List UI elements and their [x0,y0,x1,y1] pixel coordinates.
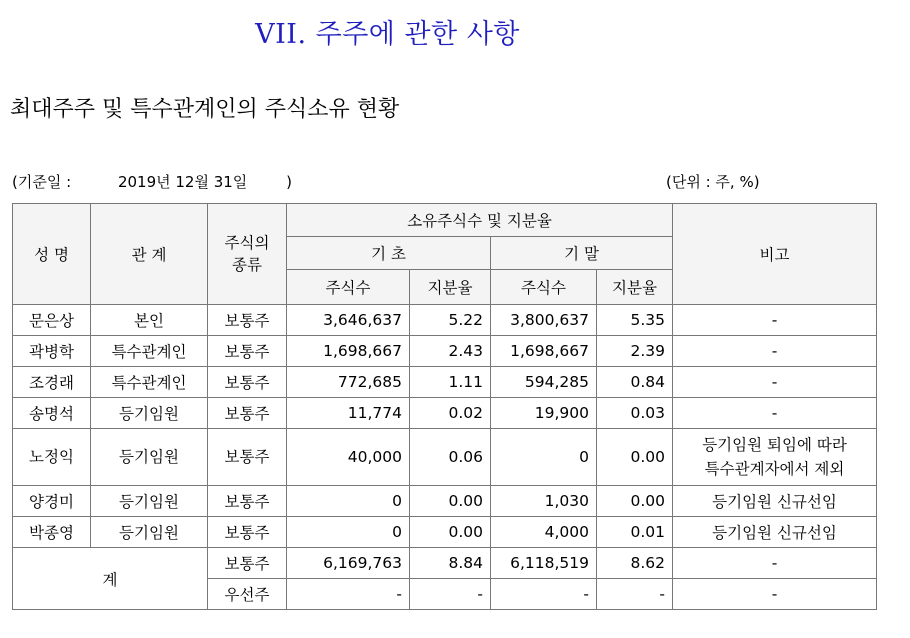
cell-begin-shares: 0 [287,517,410,548]
table-subtitle: 최대주주 및 특수관계인의 주식소유 현황 [10,97,400,122]
cell-begin-shares: 772,685 [287,367,410,398]
header-ownership: 소유주식수 및 지분율 [287,204,673,237]
note-line: 특수관계자에서 제외 [704,460,845,478]
cell-begin-ratio: 0.06 [410,429,491,486]
cell-relation: 등기임원 [91,429,208,486]
cell-relation: 특수관계인 [91,336,208,367]
total-label: 계 [13,548,208,610]
cell-begin-shares: 11,774 [287,398,410,429]
header-begin-shares: 주식수 [287,270,410,305]
cell-name: 노정익 [13,429,91,486]
basis-close: ) [286,173,292,191]
cell-end-ratio: - [597,579,673,610]
table-row [13,367,877,398]
cell-begin-ratio: 1.11 [410,367,491,398]
cell-stock-type: 보통주 [208,367,287,398]
header-end-shares: 주식수 [491,270,597,305]
cell-begin-ratio: 0.00 [410,486,491,517]
cell-end-shares: 1,030 [491,486,597,517]
cell-end-shares: 1,698,667 [491,336,597,367]
cell-stock-type: 우선주 [208,579,287,610]
header-end: 기 말 [491,237,673,270]
cell-name: 송명석 [13,398,91,429]
cell-relation: 본인 [91,305,208,336]
cell-begin-ratio: 5.22 [410,305,491,336]
cell-note [673,429,877,486]
cell-begin-shares: 1,698,667 [287,336,410,367]
cell-end-ratio: 2.39 [597,336,673,367]
cell-note: - [673,579,877,610]
cell-relation: 등기임원 [91,486,208,517]
cell-stock-type: 보통주 [208,517,287,548]
table-row [13,305,877,336]
cell-name: 양경미 [13,486,91,517]
cell-note: 등기임원 신규선임 [673,517,877,548]
section-title: VII. 주주에 관한 사항 [255,19,520,50]
cell-begin-ratio: 0.02 [410,398,491,429]
cell-end-shares: 594,285 [491,367,597,398]
header-name: 성 명 [13,204,91,305]
header-note: 비고 [673,204,877,305]
cell-stock-type: 보통주 [208,486,287,517]
cell-end-shares: 3,800,637 [491,305,597,336]
cell-begin-shares: - [287,579,410,610]
cell-end-ratio: 5.35 [597,305,673,336]
total-row-common [13,548,877,579]
cell-stock-type: 보통주 [208,305,287,336]
cell-end-ratio: 0.84 [597,367,673,398]
cell-name: 곽병학 [13,336,91,367]
cell-relation: 등기임원 [91,398,208,429]
table-row [13,336,877,367]
cell-end-shares: - [491,579,597,610]
cell-name: 박종영 [13,517,91,548]
cell-begin-shares: 0 [287,486,410,517]
table-row [13,429,877,486]
cell-end-shares: 4,000 [491,517,597,548]
note-line: 등기임원 퇴임에 따라 [702,436,847,454]
cell-begin-shares: 3,646,637 [287,305,410,336]
cell-end-ratio: 8.62 [597,548,673,579]
cell-note: - [673,336,877,367]
cell-end-shares: 19,900 [491,398,597,429]
cell-end-ratio: 0.00 [597,429,673,486]
cell-end-shares: 6,118,519 [491,548,597,579]
cell-begin-ratio: - [410,579,491,610]
cell-relation: 특수관계인 [91,367,208,398]
cell-stock-type: 보통주 [208,398,287,429]
cell-note: - [673,305,877,336]
shareholder-table [12,203,877,610]
unit-label: (단위 : 주, %) [666,173,760,191]
cell-begin-ratio: 0.00 [410,517,491,548]
cell-note: - [673,367,877,398]
cell-end-ratio: 0.00 [597,486,673,517]
header-begin: 기 초 [287,237,491,270]
cell-stock-type: 보통주 [208,548,287,579]
basis-label: (기준일 : [12,173,72,191]
table-row [13,486,877,517]
table-row [13,398,877,429]
cell-relation: 등기임원 [91,517,208,548]
cell-end-shares: 0 [491,429,597,486]
header-end-ratio: 지분율 [597,270,673,305]
basis-date-line [12,171,292,192]
cell-begin-shares: 40,000 [287,429,410,486]
header-begin-ratio: 지분율 [410,270,491,305]
cell-begin-ratio: 2.43 [410,336,491,367]
cell-begin-ratio: 8.84 [410,548,491,579]
cell-name: 문은상 [13,305,91,336]
header-stock-type: 주식의 종류 [208,204,287,305]
table-row [13,517,877,548]
cell-name: 조경래 [13,367,91,398]
basis-date: 2019년 12월 31일 [117,173,248,191]
cell-end-ratio: 0.03 [597,398,673,429]
cell-note: - [673,398,877,429]
cell-stock-type: 보통주 [208,336,287,367]
cell-note: 등기임원 신규선임 [673,486,877,517]
cell-note: - [673,548,877,579]
cell-stock-type: 보통주 [208,429,287,486]
cell-begin-shares: 6,169,763 [287,548,410,579]
cell-end-ratio: 0.01 [597,517,673,548]
header-relation: 관 계 [91,204,208,305]
